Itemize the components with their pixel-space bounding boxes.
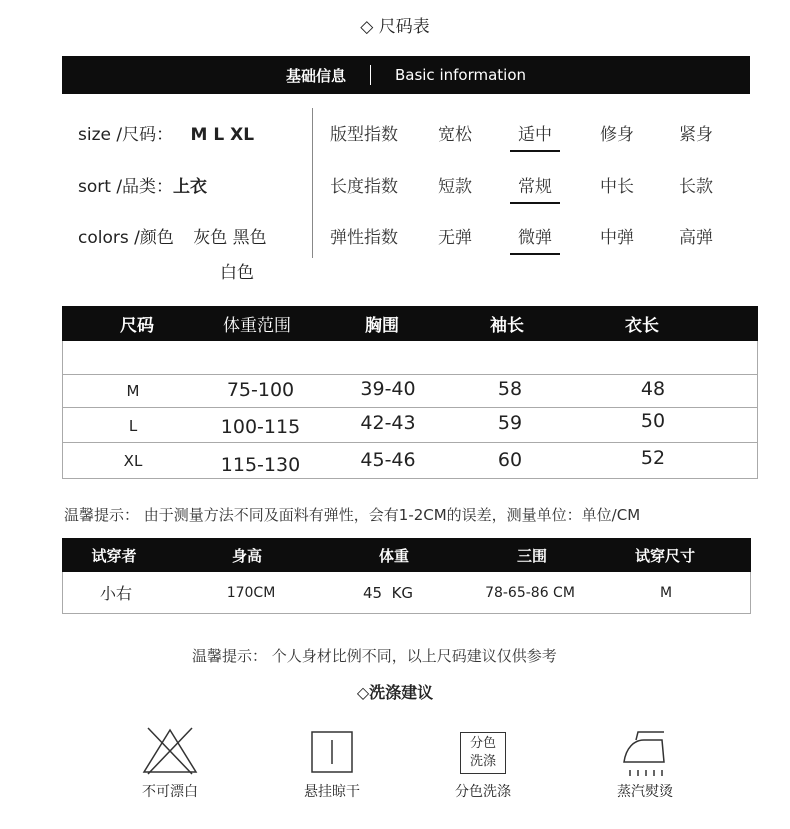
cell-weight: 75-100: [226, 379, 295, 401]
cell-length: 52: [640, 447, 666, 469]
model-name: 小右: [99, 584, 132, 603]
stretch-option-slight-selected: 微弹: [510, 223, 560, 248]
hang-dry-label: 悬挂晾干: [304, 784, 360, 800]
table-row-empty: [62, 341, 758, 375]
basic-info-header-en: Basic information: [394, 66, 527, 84]
size-table-header: [62, 306, 758, 341]
stretch-option-none: 无弹: [438, 228, 472, 248]
size-label: size /尺码：: [78, 125, 174, 145]
cell-sleeve: 58: [497, 378, 523, 400]
length-option-regular-selected: 常规: [510, 172, 560, 197]
steam-iron-label: 蒸汽熨烫: [617, 784, 673, 800]
cell-size: XL: [123, 452, 143, 470]
cell-sleeve: 59: [497, 412, 523, 434]
cell-length: 50: [640, 410, 666, 432]
sort-info: [78, 172, 207, 197]
fit-option-tight: 紧身: [679, 125, 713, 145]
size-values: M L XL: [190, 125, 255, 145]
basic-info-header-cn: 基础信息: [285, 66, 346, 85]
stretch-index-label: 弹性指数: [330, 228, 398, 248]
colors-line2: 白色: [220, 263, 254, 283]
header-weight-range: 体重范围: [223, 316, 291, 336]
length-index-label: 长度指数: [330, 177, 398, 197]
header-chest: 胸围: [365, 316, 399, 336]
model-measurements: 78-65-86 CM: [485, 585, 575, 601]
info-divider: [312, 108, 313, 258]
fit-option-loose: 宽松: [438, 125, 472, 145]
fit-index-label: 版型指数: [330, 125, 398, 145]
separate-wash-icon: [460, 732, 506, 774]
model-table-row: [62, 572, 751, 614]
fit-option-slim: 修身: [600, 125, 634, 145]
colors-line1: 灰色 黑色: [193, 228, 267, 248]
colors-label: colors /颜色: [78, 228, 174, 248]
cell-sleeve: 60: [497, 449, 523, 471]
sort-label: sort /品类：: [78, 177, 174, 197]
cell-chest: 42-43: [360, 412, 416, 434]
separate-wash-icon-text1: 分色: [469, 736, 496, 751]
cell-chest: 39-40: [360, 378, 416, 400]
stretch-option-medium: 中弹: [600, 228, 634, 248]
model-size: M: [659, 585, 673, 601]
steam-iron-icon: [618, 728, 672, 778]
header-divider: [370, 65, 371, 85]
header-body-weight: 体重: [378, 546, 409, 565]
measurement-note: 温馨提示： 由于测量方法不同及面料有弹性，会有1-2CM的误差，测量单位：单位/CM: [64, 506, 641, 524]
header-model: 试穿者: [91, 546, 137, 565]
sort-value: 上衣: [173, 177, 208, 197]
size-info: [78, 120, 254, 145]
model-weight: 45 KG: [362, 584, 414, 602]
separate-wash-icon-text2: 洗涤: [469, 754, 496, 769]
no-bleach-icon: [140, 724, 200, 776]
care-title: ◇洗涤建议: [356, 683, 434, 702]
header-length: 衣长: [625, 316, 659, 336]
page-title: ◇ 尺码表: [360, 17, 430, 37]
length-option-long: 长款: [679, 177, 713, 197]
header-height: 身高: [231, 546, 262, 565]
cell-size: M: [126, 382, 140, 400]
table-row: [62, 442, 758, 479]
header-fitting-size: 试穿尺寸: [634, 546, 695, 565]
basic-info-header: [62, 56, 750, 94]
stretch-option-high: 高弹: [679, 228, 713, 248]
table-row: [62, 374, 758, 408]
length-option-short: 短款: [438, 177, 472, 197]
model-height: 170CM: [226, 585, 276, 601]
no-bleach-label: 不可漂白: [142, 784, 198, 800]
cell-size: L: [128, 417, 138, 435]
model-table-header: [62, 538, 751, 572]
cell-weight: 100-115: [220, 416, 301, 438]
size-advice-note: 温馨提示： 个人身材比例不同，以上尺码建议仅供参考: [192, 647, 557, 665]
separate-wash-label: 分色洗涤: [455, 784, 511, 800]
fit-option-regular-selected: 适中: [510, 120, 560, 145]
header-measurements: 三围: [516, 546, 547, 565]
table-row: [62, 407, 758, 443]
cell-chest: 45-46: [360, 449, 416, 471]
hang-dry-icon: [310, 730, 354, 774]
cell-weight: 115-130: [220, 454, 301, 476]
cell-length: 48: [640, 378, 666, 400]
header-size: 尺码: [120, 316, 154, 336]
colors-info: [78, 223, 267, 248]
header-sleeve: 袖长: [490, 316, 524, 336]
length-option-mid: 中长: [600, 177, 634, 197]
